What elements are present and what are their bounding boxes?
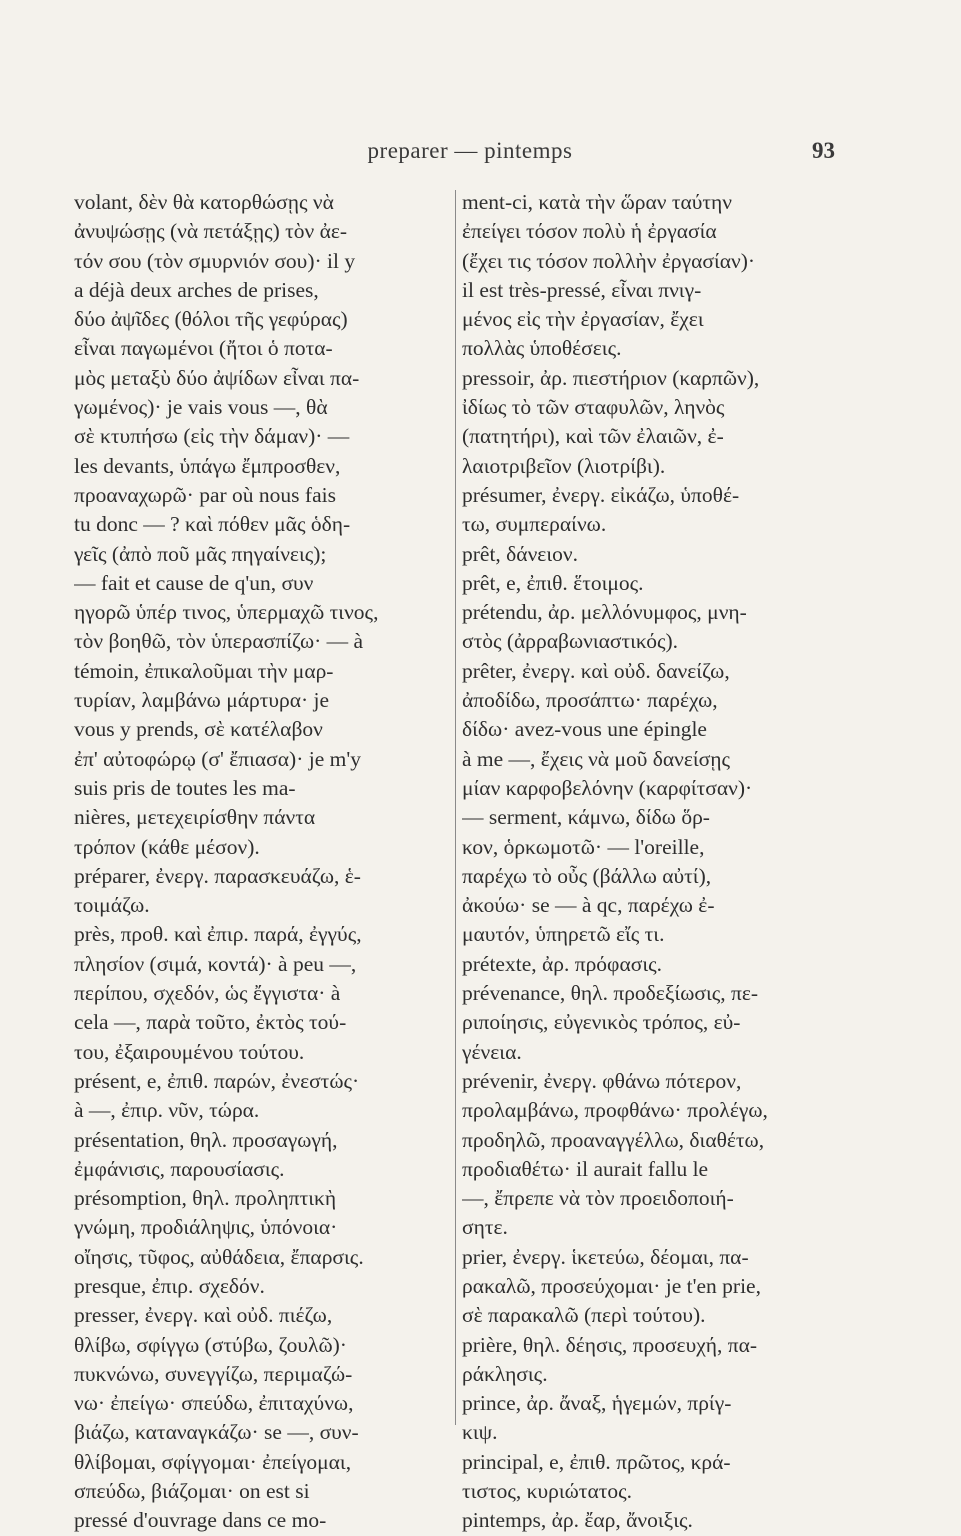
dictionary-line: prier, ἐνεργ. ἱκετεύω, δέομαι, πα- [462,1244,749,1269]
dictionary-line: προδηλῶ, προαναγγέλλω, διαθέτω, [462,1127,765,1152]
dictionary-line: ἐπ' αὐτοφώρῳ (σ' ἔπιασα)· je m'y [74,746,361,771]
dictionary-line: ἰδίως τὸ τῶν σταφυλῶν, ληνὸς [462,395,725,420]
dictionary-line: στὸς (ἀρραβωνιαστικός). [462,629,679,654]
page-number: 93 [812,138,835,163]
dictionary-line: θλίβομαι, σφίγγομαι· ἐπείγομαι, [74,1449,352,1474]
dictionary-line: προλαμβάνω, προφθάνω· προλέγω, [462,1098,768,1123]
dictionary-line: ἐπείγει τόσον πολὺ ἡ ἐργασία [462,219,717,244]
dictionary-line: τόν σου (τὸν σμυρνιόν σου)· il y [74,248,356,273]
dictionary-line: τυρίαν, λαμβάνω μάρτυρα· je [74,688,330,713]
dictionary-line: τοιμάζω. [74,893,150,918]
dictionary-line: πυκνώνω, συνεγγίζω, περιμαζώ- [74,1361,353,1386]
dictionary-line: παρέχω τὸ οὖς (βάλλω αὐτί), [462,863,712,888]
dictionary-line: prévenir, ἐνεργ. φθάνω πότερον, [462,1068,742,1093]
dictionary-line: μαυτόν, ὑπηρετῶ εἴς τι. [462,922,665,947]
dictionary-line: τὸν βοηθῶ, τὸν ὑπερασπίζω· — à [74,629,364,654]
dictionary-line: ment-ci, κατὰ τὴν ὥραν ταύτην [462,190,732,214]
dictionary-line: — serment, κάμνω, δίδω ὅρ- [462,805,710,830]
dictionary-line: présumer, ἐνεργ. εἰκάζω, ὑποθέ- [462,482,740,507]
dictionary-line: présentation, θηλ. προσαγωγή, [74,1127,338,1152]
dictionary-line: il est très-pressé, εἶναι πνιγ- [462,277,702,302]
dictionary-line: prière, θηλ. δέησις, προσευχή, πα- [462,1332,758,1357]
dictionary-line: —, ἔπρεπε νὰ τὸν προειδοποιή- [462,1186,734,1211]
left-column [74,188,446,1536]
dictionary-line: prévenance, θηλ. προδεξίωσις, πε- [462,981,759,1006]
dictionary-line: (ἔχει τις τόσον πολλὴν ἐργασίαν)· [462,248,756,273]
dictionary-line: témoin, ἐπικαλοῦμαι τὴν μαρ- [74,658,334,683]
dictionary-line: δύο ἀψῖδες (θόλοι τῆς γεφύρας) [74,307,348,332]
dictionary-line: γνώμη, προδιάληψις, ὑπόνοια· [74,1215,338,1240]
dictionary-line: ρακαλῶ, προσεύχομαι· je t'en prie, [462,1273,761,1298]
dictionary-line: suis pris de toutes les ma- [74,775,296,800]
dictionary-line: près, προθ. καὶ ἐπιρ. παρά, ἐγγύς, [74,922,362,947]
dictionary-line: ράκλησις. [462,1361,548,1386]
dictionary-line: βιάζω, καταναγκάζω· se —, συν- [74,1420,359,1445]
dictionary-line: σπεύδω, βιάζομαι· on est si [74,1479,310,1504]
dictionary-line: principal, e, ἐπιθ. πρῶτος, κρά- [462,1449,731,1474]
dictionary-line: cela —, παρὰ τοῦτο, ἐκτὸς τού- [74,1010,347,1035]
dictionary-line: τρόπον (κάθε μέσον). [74,834,260,859]
dictionary-line: γωμένος)· je vais vous —, θὰ [74,395,328,420]
dictionary-line: πολλὰς ὑποθέσεις. [462,336,622,361]
dictionary-line: κιψ. [462,1420,498,1445]
dictionary-line: prêter, ἐνεργ. καὶ οὐδ. δανείζω, [462,658,730,683]
dictionary-line: prétendu, ἀρ. μελλόνυμφος, μνη- [462,600,747,625]
column-divider [455,190,456,1425]
dictionary-line: présomption, θηλ. προληπτικὴ [74,1186,337,1211]
dictionary-line: prêt, e, ἐπιθ. ἕτοιμος. [462,570,644,595]
dictionary-line: à me —, ἔχεις νὰ μοῦ δανείσῃς [462,746,731,771]
dictionary-line: θλίβω, σφίγγω (στύβω, ζουλῶ)· [74,1332,347,1357]
dictionary-line: à —, ἐπιρ. νῦν, τώρα. [74,1098,260,1123]
dictionary-line: τω, συμπεραίνω. [462,512,607,537]
dictionary-line: ριποίησις, εὐγενικὸς τρόπος, εὐ- [462,1010,741,1035]
dictionary-line: presque, ἐπιρ. σχεδόν. [74,1273,265,1298]
dictionary-line: les devants, ὑπάγω ἔμπροσθεν, [74,453,341,478]
right-column [462,188,836,1536]
dictionary-line: pressé d'ouvrage dans ce mo- [74,1508,327,1533]
dictionary-line: οἴησις, τῦφος, αὐθάδεια, ἔπαρσις. [74,1244,364,1269]
dictionary-line: volant, δὲν θὰ κατορθώσῃς νὰ [74,190,334,214]
dictionary-line: κον, ὁρκωμοτῶ· — l'oreille, [462,834,705,859]
dictionary-line: pressoir, ἀρ. πιεστήριον (καρπῶν), [462,365,760,390]
dictionary-line: εἶναι παγωμένοι (ἤτοι ὁ ποτα- [74,336,333,361]
dictionary-line: (πατητήρι), καὶ τῶν ἐλαιῶν, ἐ- [462,424,724,449]
dictionary-line: pintemps, ἀρ. ἔαρ, ἄνοιξις. [462,1508,693,1533]
dictionary-line: μὸς μεταξὺ δύο ἀψίδων εἶναι πα- [74,365,360,390]
running-title: preparer — pintemps [367,138,573,163]
dictionary-line: σὲ κτυπήσω (εἰς τὴν δάμαν)· — [74,424,350,449]
dictionary-line: présent, e, ἐπιθ. παρών, ἐνεστώς· [74,1068,360,1093]
dictionary-line: πλησίον (σιμά, κοντά)· à peu —, [74,951,357,976]
dictionary-line: ἀποδίδω, προσάπτω· παρέχω, [462,688,718,713]
dictionary-line: prêt, δάνειον. [462,541,578,566]
dictionary-line: prétexte, ἀρ. πρόφασις. [462,951,662,976]
dictionary-line: ηγορῶ ὑπέρ τινος, ὑπερμαχῶ τινος, [74,600,379,625]
dictionary-line: ἐμφάνισις, παρουσίασις. [74,1156,285,1181]
dictionary-line: vous y prends, σὲ κατέλαβον [74,717,323,742]
page-header [0,138,961,178]
dictionary-line: σὲ παρακαλῶ (περὶ τούτου). [462,1303,706,1328]
dictionary-line: προδιαθέτω· il aurait fallu le [462,1156,709,1181]
dictionary-line: μένος εἰς τὴν ἐργασίαν, ἔχει [462,307,704,332]
dictionary-line: μίαν καρφοβελόνην (καρφίτσαν)· [462,775,753,800]
dictionary-line: nières, μετεχειρίσθην πάντα [74,805,316,830]
dictionary-line: ἀνυψώσῃς (νὰ πετάξῃς) τὸν ἀε- [74,219,348,244]
dictionary-line: prince, ἀρ. ἄναξ, ἡγεμών, πρίγ- [462,1391,732,1416]
dictionary-line: a déjà deux arches de prises, [74,277,319,302]
dictionary-line: προαναχωρῶ· par où nous fais [74,482,336,507]
dictionary-line: περίπου, σχεδόν, ὡς ἔγγιστα· à [74,981,341,1006]
dictionary-line: γεῖς (ἀπὸ ποῦ μᾶς πηγαίνεις); [74,541,327,566]
dictionary-line: τιστος, κυριώτατος. [462,1479,632,1504]
dictionary-line: σητε. [462,1215,508,1240]
dictionary-line: γένεια. [462,1039,522,1064]
dictionary-line: δίδω· avez-vous une épingle [462,717,707,742]
dictionary-line: ἀκούω· se — à qc, παρέχω ἐ- [462,893,715,918]
dictionary-line: νω· ἐπείγω· σπεύδω, ἐπιταχύνω, [74,1391,354,1416]
dictionary-line: — fait et cause de q'un, συν [74,570,314,595]
dictionary-line: préparer, ἐνεργ. παρασκευάζω, ἑ- [74,863,361,888]
dictionary-line: λαιοτριβεῖον (λιοτρίβι). [462,453,666,478]
dictionary-line: tu donc — ? καὶ πόθεν μᾶς ὁδη- [74,512,351,537]
dictionary-line: του, ἐξαιρουμένου τούτου. [74,1039,305,1064]
dictionary-line: presser, ἐνεργ. καὶ οὐδ. πιέζω, [74,1303,333,1328]
